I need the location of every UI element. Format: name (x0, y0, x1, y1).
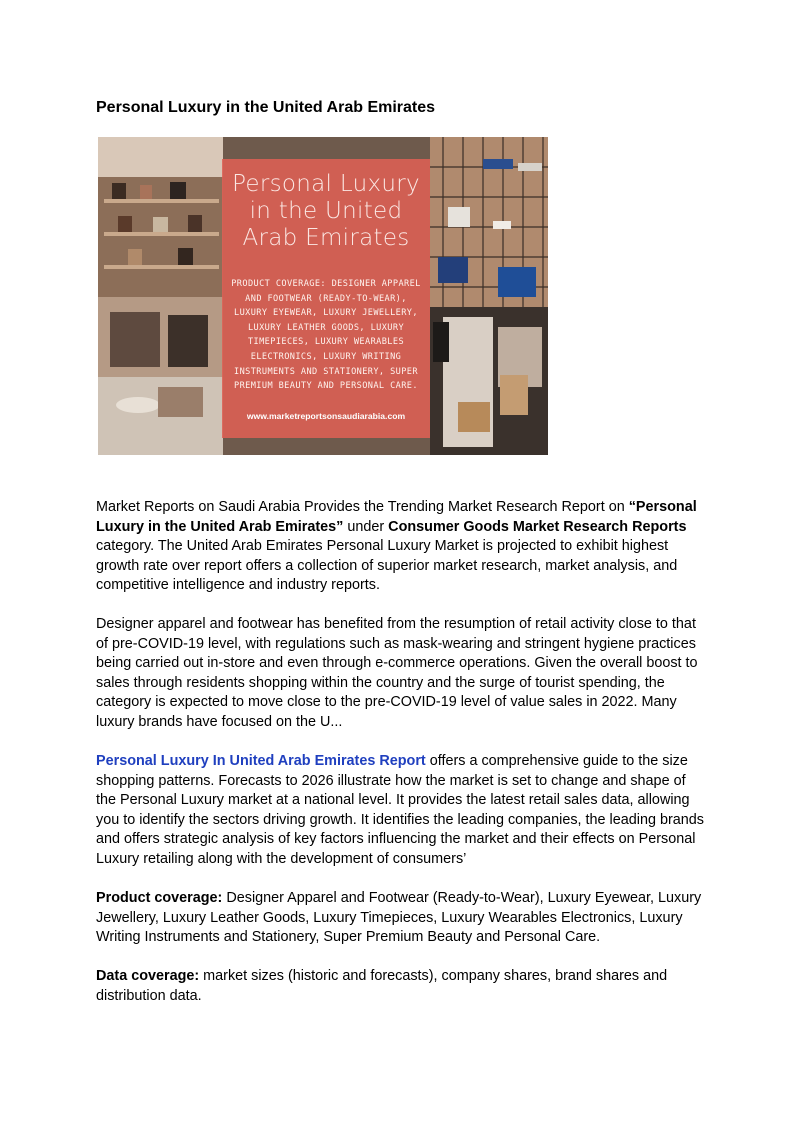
product-coverage-label: Product coverage: (96, 890, 223, 906)
data-coverage-label: Data coverage: (96, 968, 200, 984)
cover-title-line: in the United (249, 198, 403, 224)
under-text: under (343, 518, 389, 535)
cover-url: www.marketreportsonsaudiarabia.com (246, 411, 406, 421)
page-title: Personal Luxury in the United Arab Emirates (96, 99, 436, 116)
cover-title (222, 171, 430, 252)
report-name: “Personal Luxury in the United Arab Emirates” (96, 499, 697, 535)
cover-coverage-text: PRODUCT COVERAGE: DESIGNER APPAREL AND FOOTWEAR (READY-TO-WEAR), LUXURY EYEWEAR, LUXURY JEWELLERY, LUXURY LEATHER GOODS, LUXURY TIMEPIECES, LUXURY WEARABLES ELECTRONICS, LUXURY WRITING INSTRUMENTS AND STATIONERY, SUPER PREMIUM BEAUTY AND PERSONAL CARE. (231, 279, 421, 392)
report-paragraph-text: offers a comprehensive guide to the size shopping patterns. Forecasts to 2026 illustrate how the market is set to change and shape of the Personal Luxury market at a national level. It provides the latest retail sales data, allowing you to identify the sectors driving growth. It identifies the leading companies, the leading brands and offers strategic analysis of key factors influencing the market and their effects on Personal Luxury retailing along with the development of consumers’ (96, 753, 704, 867)
report-link[interactable]: Personal Luxury In United Arab Emirates Report (96, 753, 426, 769)
category-name: Consumer Goods Market Research Reports (388, 518, 687, 535)
product-coverage-paragraph (96, 889, 706, 948)
product-coverage-text: Designer Apparel and Footwear (Ready-to-Wear), Luxury Eyewear, Luxury Jewellery, Luxury Leather Goods, Luxury Timepieces, Luxury Wearables Electronics, Luxury Writing Instruments and Stationery, Super Premium Beauty and Personal Care. (96, 890, 702, 945)
intro-paragraph (96, 498, 706, 596)
cover-card (222, 159, 430, 438)
cover-title-line: Personal Luxury (232, 171, 420, 197)
cover-title-line: Arab Emirates (242, 225, 410, 251)
data-coverage-text: market sizes (historic and forecasts), company shares, brand shares and distribution data. (96, 968, 668, 1004)
report-paragraph (96, 752, 706, 869)
intro-rest-text: category. The United Arab Emirates Personal Luxury Market is projected to exhibit highest growth rate over report offers a collection of superior market research, market analysis, and competitive intelligence and industry reports. (96, 538, 678, 593)
cover-image (98, 137, 548, 455)
intro-text: Market Reports on Saudi Arabia Provides the Trending Market Research Report on (96, 499, 629, 515)
summary-paragraph: Designer apparel and footwear has benefited from the resumption of retail activity close to that of pre-COVID-19 level, with regulations such as mask-wearing and stringent hygiene practices being carried out in-store and even through e-commerce operations. Given the overall boost to sales through residents shopping within the country and the surge of tourist spending, the category is expected to move close to the pre-COVID-19 level of value sales in 2022. Many luxury brands have focused on the U... (96, 616, 698, 730)
data-coverage-paragraph (96, 967, 706, 1006)
